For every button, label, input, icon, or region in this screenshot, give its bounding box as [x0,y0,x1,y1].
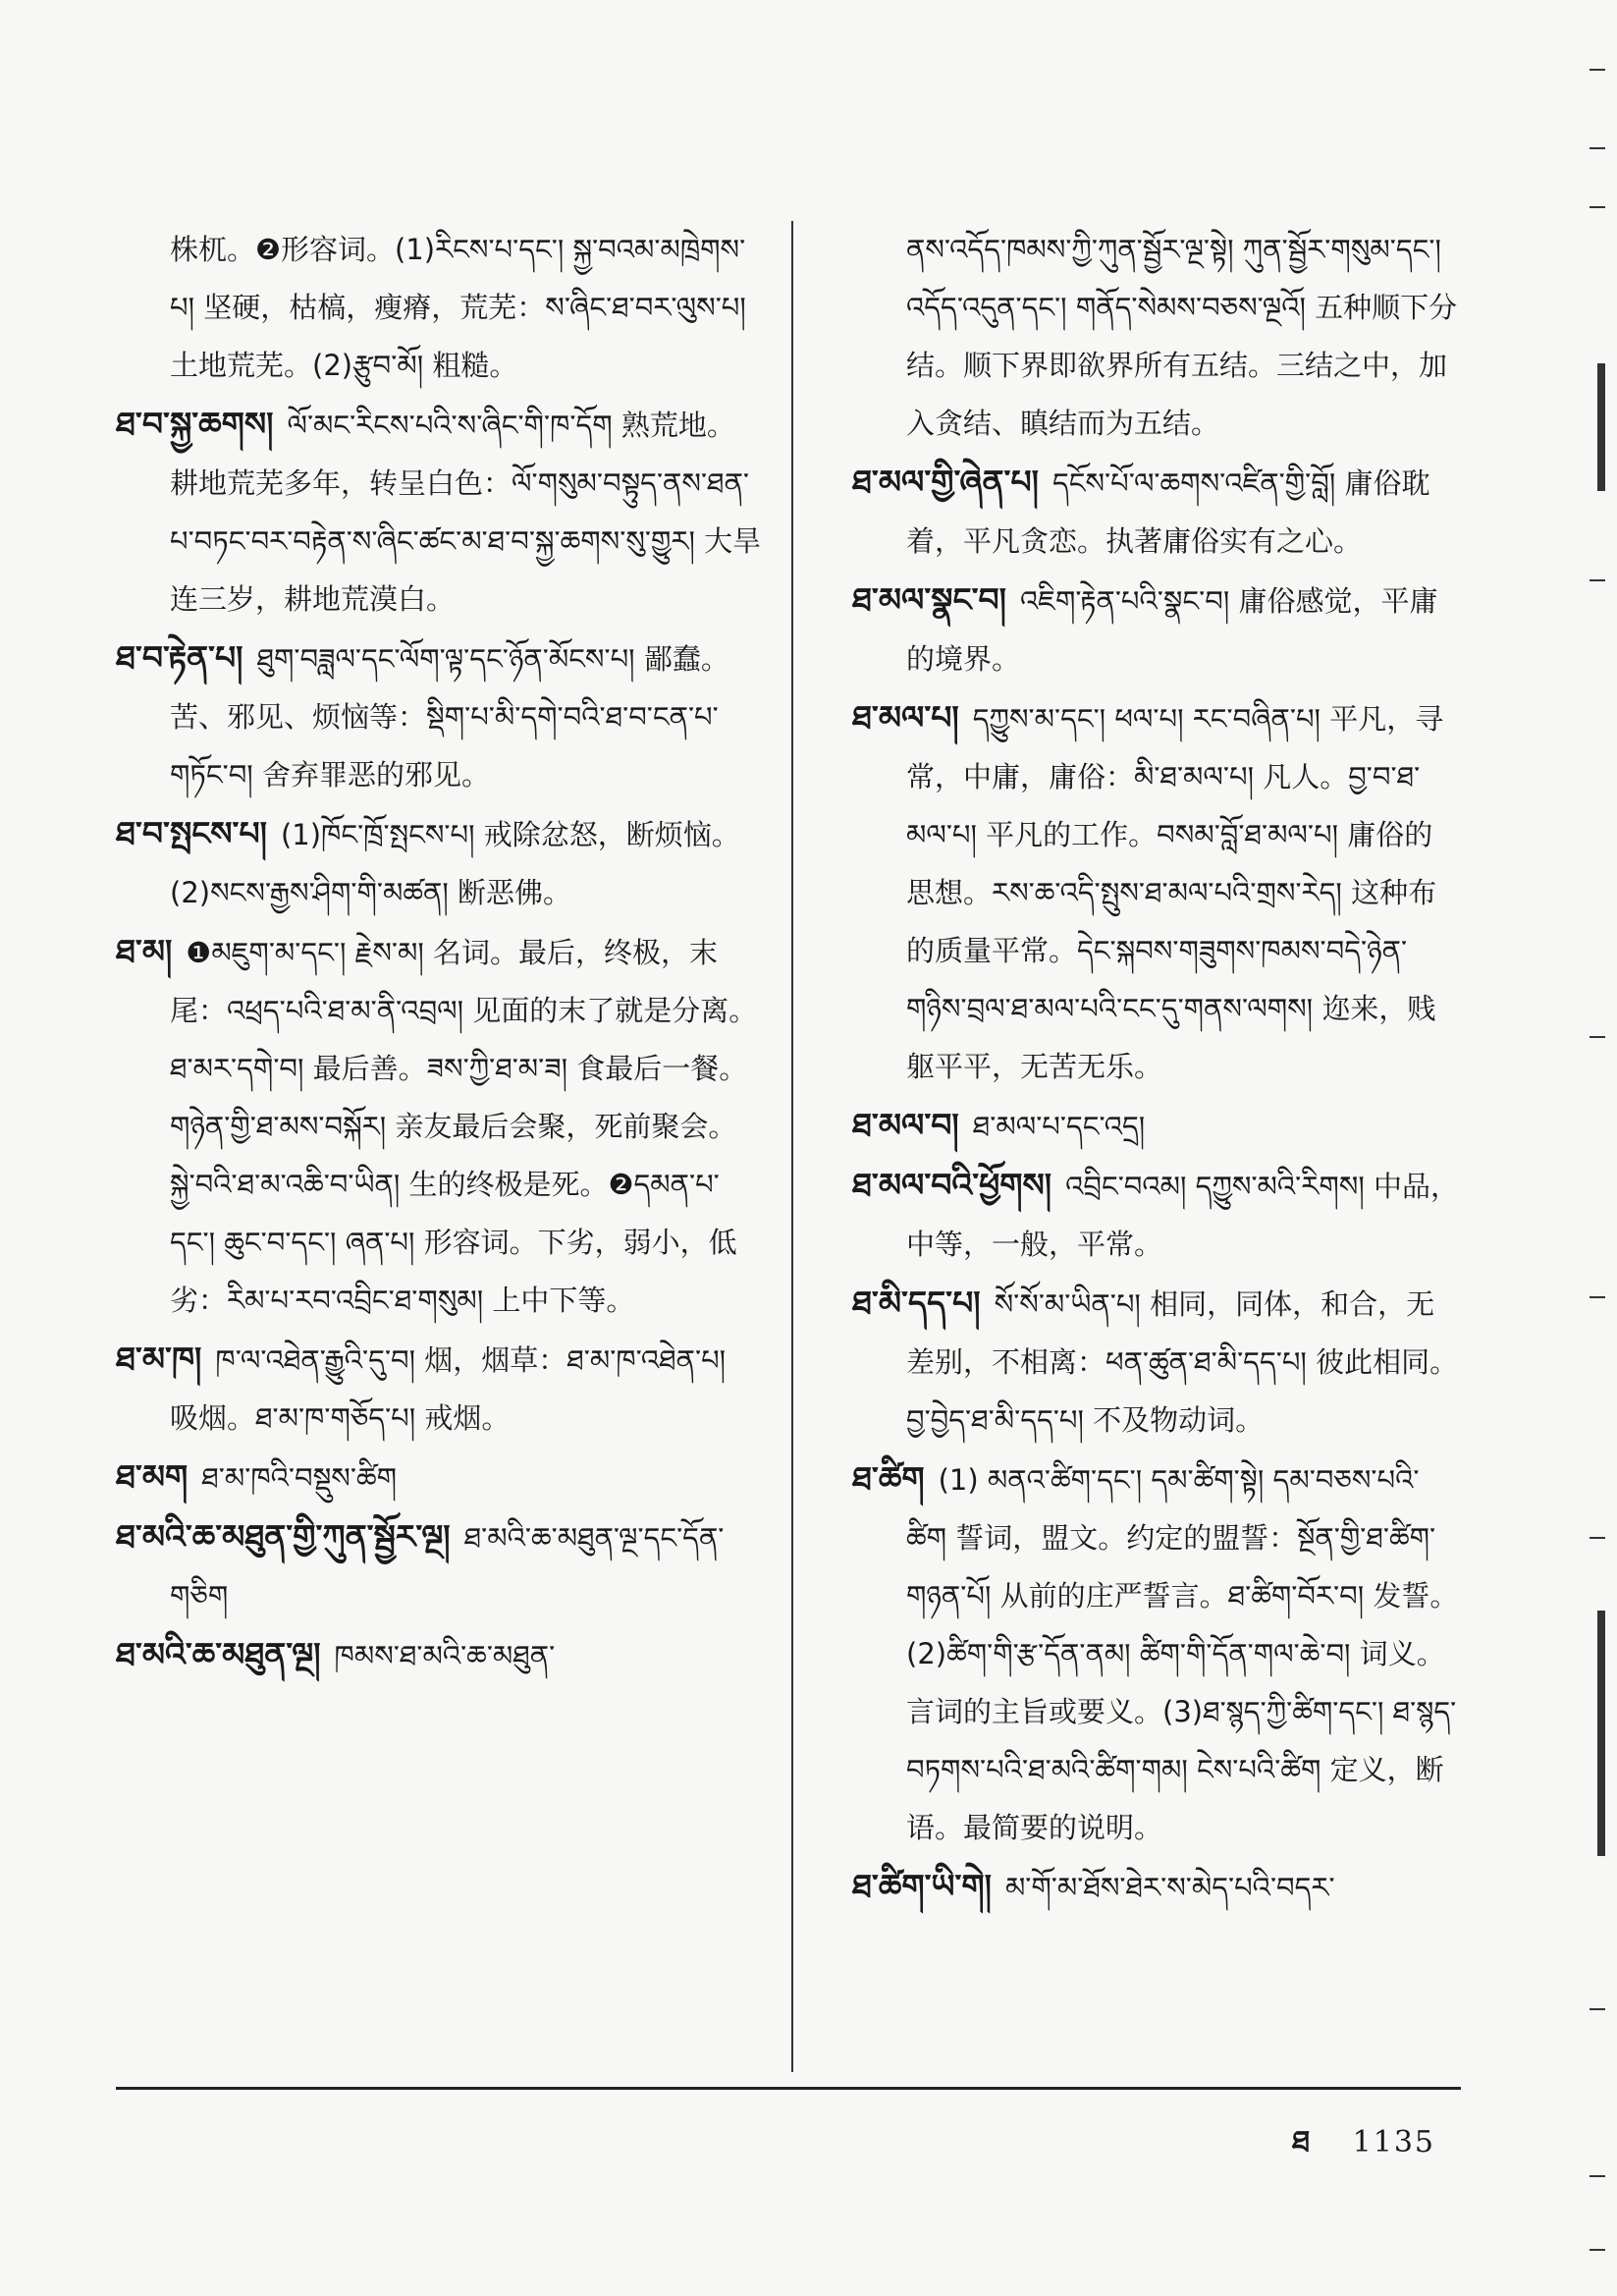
edge-mark [1597,1611,1605,1856]
entry-headword: ཐ་མལ་བ། [852,1106,959,1144]
page-footer [1292,2109,1435,2192]
entry-headword: ཐ་མལ་པ། [852,698,959,737]
entry-definition: ཐ་མའི་ཆ་མཐུན་ལྔ་དང་དོན་གཅིག [170,1521,725,1613]
section-letter: ཐ [1291,2125,1313,2159]
dictionary-entry [852,688,1459,1096]
page-number: 1135 [1352,2125,1435,2159]
left-column [116,221,762,1685]
dictionary-entry [852,1156,1459,1274]
continuation-text: 株杌。❷形容词。(1)རིངས་པ་དང་། སྐྱ་བའམ་མཁྲེགས་པ། 坚硬，枯槁，瘦瘠，荒芜：ས་ཞིང་ཐ་བར་ལུས་པ། 土地荒芜。(2)རྩུབ་མོ། 粗糙。 [170,233,746,382]
edge-mark [1590,206,1605,208]
entry-definition: ཐ་མ་ཁའི་བསྡུས་ཚིག [201,1461,398,1495]
edge-mark [1590,2008,1605,2010]
dictionary-entry [852,1274,1459,1449]
entry-headword: ཐ་བ་སྤངས་པ། [116,814,267,852]
entry-headword: ཐ་མག [116,1457,189,1496]
dictionary-entry [116,922,762,1330]
edge-mark [1590,147,1605,149]
column-divider [791,221,793,2072]
edge-mark [1590,2175,1605,2177]
entry-headword: ཐ་མའི་ཆ་མཐུན་གྱི་ཀུན་སྦྱོར་ལྔ། [116,1517,451,1556]
scan-edge-marks [1578,0,1617,2296]
entry-headword: ཐ་ཚིག་ཡི་གེ། [852,1867,992,1905]
dictionary-entry [852,571,1459,688]
entry-definition: ཐ་མལ་པ་དང་འདྲ། [972,1110,1146,1143]
dictionary-entry [852,1096,1459,1156]
dictionary-entry [852,1857,1459,1917]
entry-definition: མ་གོ་མ་ཐོས་ཐེར་ས་མེད་པའི་བདར་ [1004,1871,1335,1904]
edge-mark [1590,1296,1605,1298]
entry-definition: ཁ་ལ་འཐེན་རྒྱུའི་དུ་བ། 烟，烟草：ཐ་མ་ཁ་འཐེན་པ། 吸烟。ཐ་མ་ཁ་གཅོད་པ། 戒烟。 [170,1343,727,1435]
entry-headword: ཐ་ཚིག [852,1459,925,1498]
edge-mark [1590,2249,1605,2251]
edge-mark [1590,1537,1605,1539]
entry-headword: ཐ་མལ་གྱི་ཞེན་པ། [852,463,1039,501]
dictionary-entry [116,1448,762,1507]
entry-definition: འཇིག་རྟེན་པའི་སྣང་བ། 庸俗感觉，平庸的境界。 [906,584,1438,676]
entry-definition: དཀྱུས་མ་དང་། ཕལ་པ། རང་བཞིན་པ། 平凡，寻常，中庸，庸俗：མི་ཐ་མལ་པ། 凡人。བྱ་བ་ཐ་མལ་པ། 平凡的工作。བསམ་བློ་ཐ་མལ་པ། 庸俗的思想。རས་ཆ་འདི་སྤུས་ཐ་མལ་པའི་གྲས་རེད། 这种布的质量平常。དེང་སྐབས་གཟུགས་ཁམས་བདེ་ཉེན་གཉིས་བྲལ་ཐ་མལ་པའི་ངང་དུ་གནས་ལགས། 迩来，贱躯平平，无苦无乐。 [906,702,1444,1083]
dictionary-entry [116,1625,762,1685]
footer-rule [116,2087,1461,2090]
edge-mark [1590,1036,1605,1038]
entry-headword: ཐ་མ་ཁ། [116,1339,202,1378]
dictionary-entry [116,629,762,804]
entry-definition: ཁམས་ཐ་མའི་ཆ་མཐུན་ [334,1639,556,1672]
dictionary-entry [116,1507,762,1625]
entry-headword: ཐ་བ་རྟེན་པ། [116,638,243,677]
entry-definition: ❶མཇུག་མ་དང་། རྗེས་མ། 名词。最后，终极，末尾：འཕྲད་པའི་ཐ་མ་ནི་འབྲལ། 见面的末了就是分离。ཐ་མར་དགེ་བ། 最后善。ཟས་ཀྱི་ཐ་མ་ཟ། 食最后一餐。གཉེན་གྱི་ཐ་མས་བསྐོར། 亲友最后会聚，死前聚会。སྐྱེ་བའི་ཐ་མ་འཆི་བ་ཡིན། 生的终极是死。❷དམན་པ་དང་། ཆུང་བ་དང་། ཞན་པ། 形容词。下劣，弱小，低劣：རིམ་པ་རབ་འབྲིང་ཐ་གསུམ། 上中下等。 [170,936,758,1317]
entry-definition: ཐུག་བཟླལ་དང་ལོག་ལྟ་དང་ཉོན་མོངས་པ། 鄙蠢。苦、邪见、烦恼等：སྡིག་པ་མི་དགེ་བའི་ཐ་བ་ངན་པ་གཏོང་བ། 舍弃罪恶的邪见。 [170,642,729,792]
entry-headword: ཐ་བ་སྐྱ་ཆགས། [116,405,274,443]
dictionary-entry [852,1449,1459,1857]
dictionary-entry [116,395,762,629]
entry-headword: ཐ་མལ་བའི་ཕྱོགས། [852,1166,1052,1204]
entry-headword: ཐ་མ། [116,932,173,970]
entry-headword: ཐ་མི་དད་པ། [852,1284,981,1322]
dictionary-entry [852,453,1459,571]
dictionary-entry [116,804,762,922]
entry-definition: འབྲིང་བའམ། དཀྱུས་མའི་རིགས། 中品，中等，一般，平常。 [906,1170,1459,1261]
entry-headword: ཐ་མལ་སྣང་བ། [852,580,1006,619]
edge-mark [1590,579,1605,581]
entry-definition: དངོས་པོ་ལ་ཆགས་འཛིན་གྱི་བློ། 庸俗耽着，平凡贪恋。执著庸俗实有之心。 [906,466,1430,558]
continuation-text: ནས་འདོད་ཁམས་ཀྱི་ཀུན་སྦྱོར་ལྔ་སྟེ། ཀུན་སྦྱོར་གསུམ་དང་། འདོད་འདུན་དང་། གནོད་སེམས་བཅས་ལྔའོ། 五种顺下分结。顺下界即欲界所有五结。三结之中，加入贪结、瞋结而为五结。 [906,233,1458,440]
entry-definition: སོ་སོ་མ་ཡིན་པ། 相同，同体，和合，无差别，不相离：ཕན་ཚུན་ཐ་མི་དད་པ། 彼此相同。བྱ་བྱེད་ཐ་མི་དད་པ། 不及物动词。 [906,1287,1459,1437]
edge-mark [1590,69,1605,71]
entry-headword: ཐ་མའི་ཆ་མཐུན་ལྔ། [116,1635,321,1673]
entry-definition: (1) མནའ་ཚིག་དང་། དམ་ཚིག་སྟེ། དམ་བཅས་པའི་ཚིག 誓词，盟文。约定的盟誓：སྔོན་གྱི་ཐ་ཚིག་གཉན་པོ། 从前的庄严誓言。ཐ་ཚིག་བོར་བ། 发誓。(2)ཚིག་གི་རྩ་དོན་ནམ། ཚིག་གི་དོན་གལ་ཆེ་བ། 词义。言词的主旨或要义。(3)ཐ་སྙད་ཀྱི་ཚིག་དང་། ཐ་སྙད་བཏགས་པའི་ཐ་མའི་ཚིག་གམ། ངེས་པའི་ཚིག 定义，断语。最简要的说明。 [906,1463,1459,1844]
entry-definition: ལོ་མང་རིངས་པའི་ས་ཞིང་གི་ཁ་དོག 熟荒地。耕地荒芜多年，转呈白色：ལོ་གསུམ་བསྟུད་ནས་ཐན་པ་བཏང་བར་བརྟེན་ས་ཞིང་ཚང་མ་ཐ་བ་སྐྱ་ཆགས་སུ་གྱུར། 大旱连三岁，耕地荒漠白。 [170,409,762,616]
entry-definition: (1)ཁོང་ཁྲོ་སྤངས་པ། 戒除忿怒，断烦恼。(2)སངས་རྒྱས་ཤིག་གི་མཚན། 断恶佛。 [170,818,740,909]
dictionary-entry [116,1330,762,1448]
edge-mark [1597,363,1605,491]
right-column [852,221,1459,1917]
